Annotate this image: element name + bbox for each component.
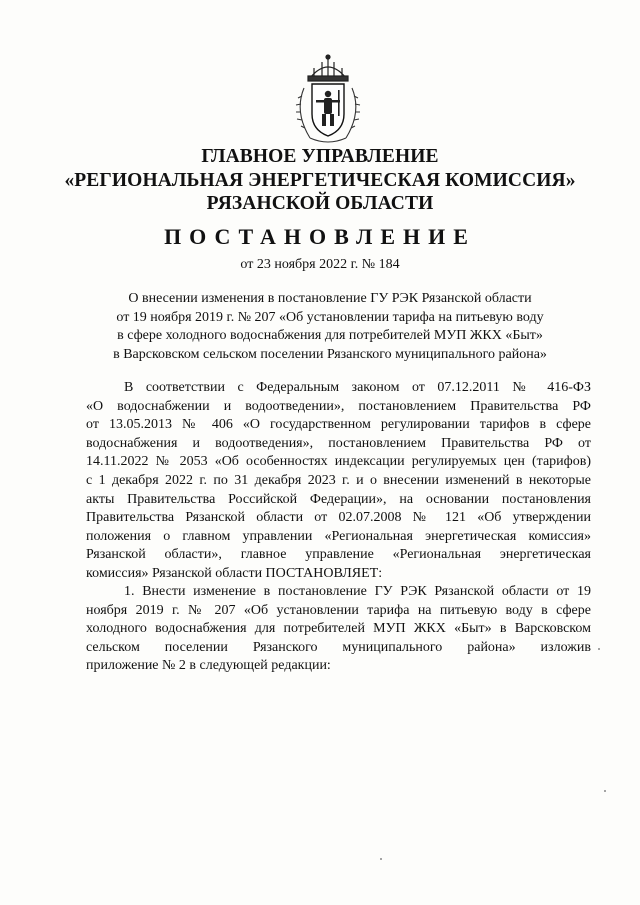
- subject-line: от 19 ноября 2019 г. № 207 «Об установлении тарифа на питьевую воду: [116, 309, 544, 325]
- document-subject: [60, 290, 600, 364]
- scan-speck: [380, 858, 382, 860]
- paragraph-line: В соответствии с Федеральным законом от 07.12.2011 № 416-ФЗ: [124, 380, 591, 395]
- paragraph-line: с 1 декабря 2022 г. по 31 декабря 2023 г. и о внесении изменений в некоторые: [86, 472, 591, 488]
- paragraph-line: «О водоснабжении и водоотведении», постановлением Правительства РФ: [86, 398, 591, 414]
- subject-line: в сфере холодного водоснабжения для потребителей МУП ЖКХ «Быт»: [117, 328, 543, 344]
- paragraph-line: 14.11.2022 № 2053 «Об особенностях индексации регулируемых цен (тарифов): [86, 454, 591, 470]
- org-name-line3: РЯЗАНСКОЙ ОБЛАСТИ: [206, 193, 434, 214]
- document-date-number: от 23 ноября 2022 г. № 184: [240, 257, 400, 272]
- paragraph-line: Правительства Рязанской области от 02.07.2008 № 121 «Об утверждении: [86, 510, 591, 526]
- paragraph-line: положения о главном управлении «Региональная энергетическая комиссия»: [86, 528, 591, 544]
- paragraph-line: водоснабжения и водоотведения», постановлением Правительства РФ от: [86, 435, 591, 451]
- paragraph-line: 1. Внести изменение в постановление ГУ РЭК Рязанской области от 19: [124, 584, 591, 599]
- paragraph-line: от 13.05.2013 № 406 «О государственном регулировании тарифов в сфере: [86, 417, 591, 433]
- org-name-line1: ГЛАВНОЕ УПРАВЛЕНИЕ: [201, 146, 439, 167]
- preamble-paragraph: [86, 379, 591, 584]
- scan-speck: [598, 648, 600, 650]
- resolution-item-1: [86, 583, 591, 676]
- paragraph-line: сельском поселении Рязанского муниципального района» изложив: [86, 639, 591, 655]
- scan-speck: [604, 790, 606, 792]
- subject-line: О внесении изменения в постановление ГУ РЭК Рязанской области: [128, 291, 532, 306]
- paragraph-line: холодного водоснабжения для потребителей МУП ЖКХ «Быт» в Варсковском: [86, 621, 591, 637]
- document-type-title: ПОСТАНОВЛЕНИЕ: [164, 224, 476, 249]
- paragraph-line: Рязанской области», главное управление «Региональная энергетическая: [86, 547, 591, 563]
- paragraph-line: комиссия» Рязанской области ПОСТАНОВЛЯЕТ:: [86, 565, 383, 581]
- paragraph-line: приложение № 2 в следующей редакции:: [86, 658, 331, 674]
- subject-line: в Варсковском сельском поселении Рязанского муниципального района»: [113, 346, 547, 362]
- org-name-line2: «РЕГИОНАЛЬНАЯ ЭНЕРГЕТИЧЕСКАЯ КОМИССИЯ»: [64, 170, 576, 191]
- paragraph-line: акты Правительства Российской Федерации», на основании постановления: [86, 491, 591, 507]
- paragraph-line: ноября 2019 г. № 207 «Об установлении тарифа на питьевую воду в сфере: [86, 602, 591, 618]
- coat-of-arms-icon: [290, 54, 366, 146]
